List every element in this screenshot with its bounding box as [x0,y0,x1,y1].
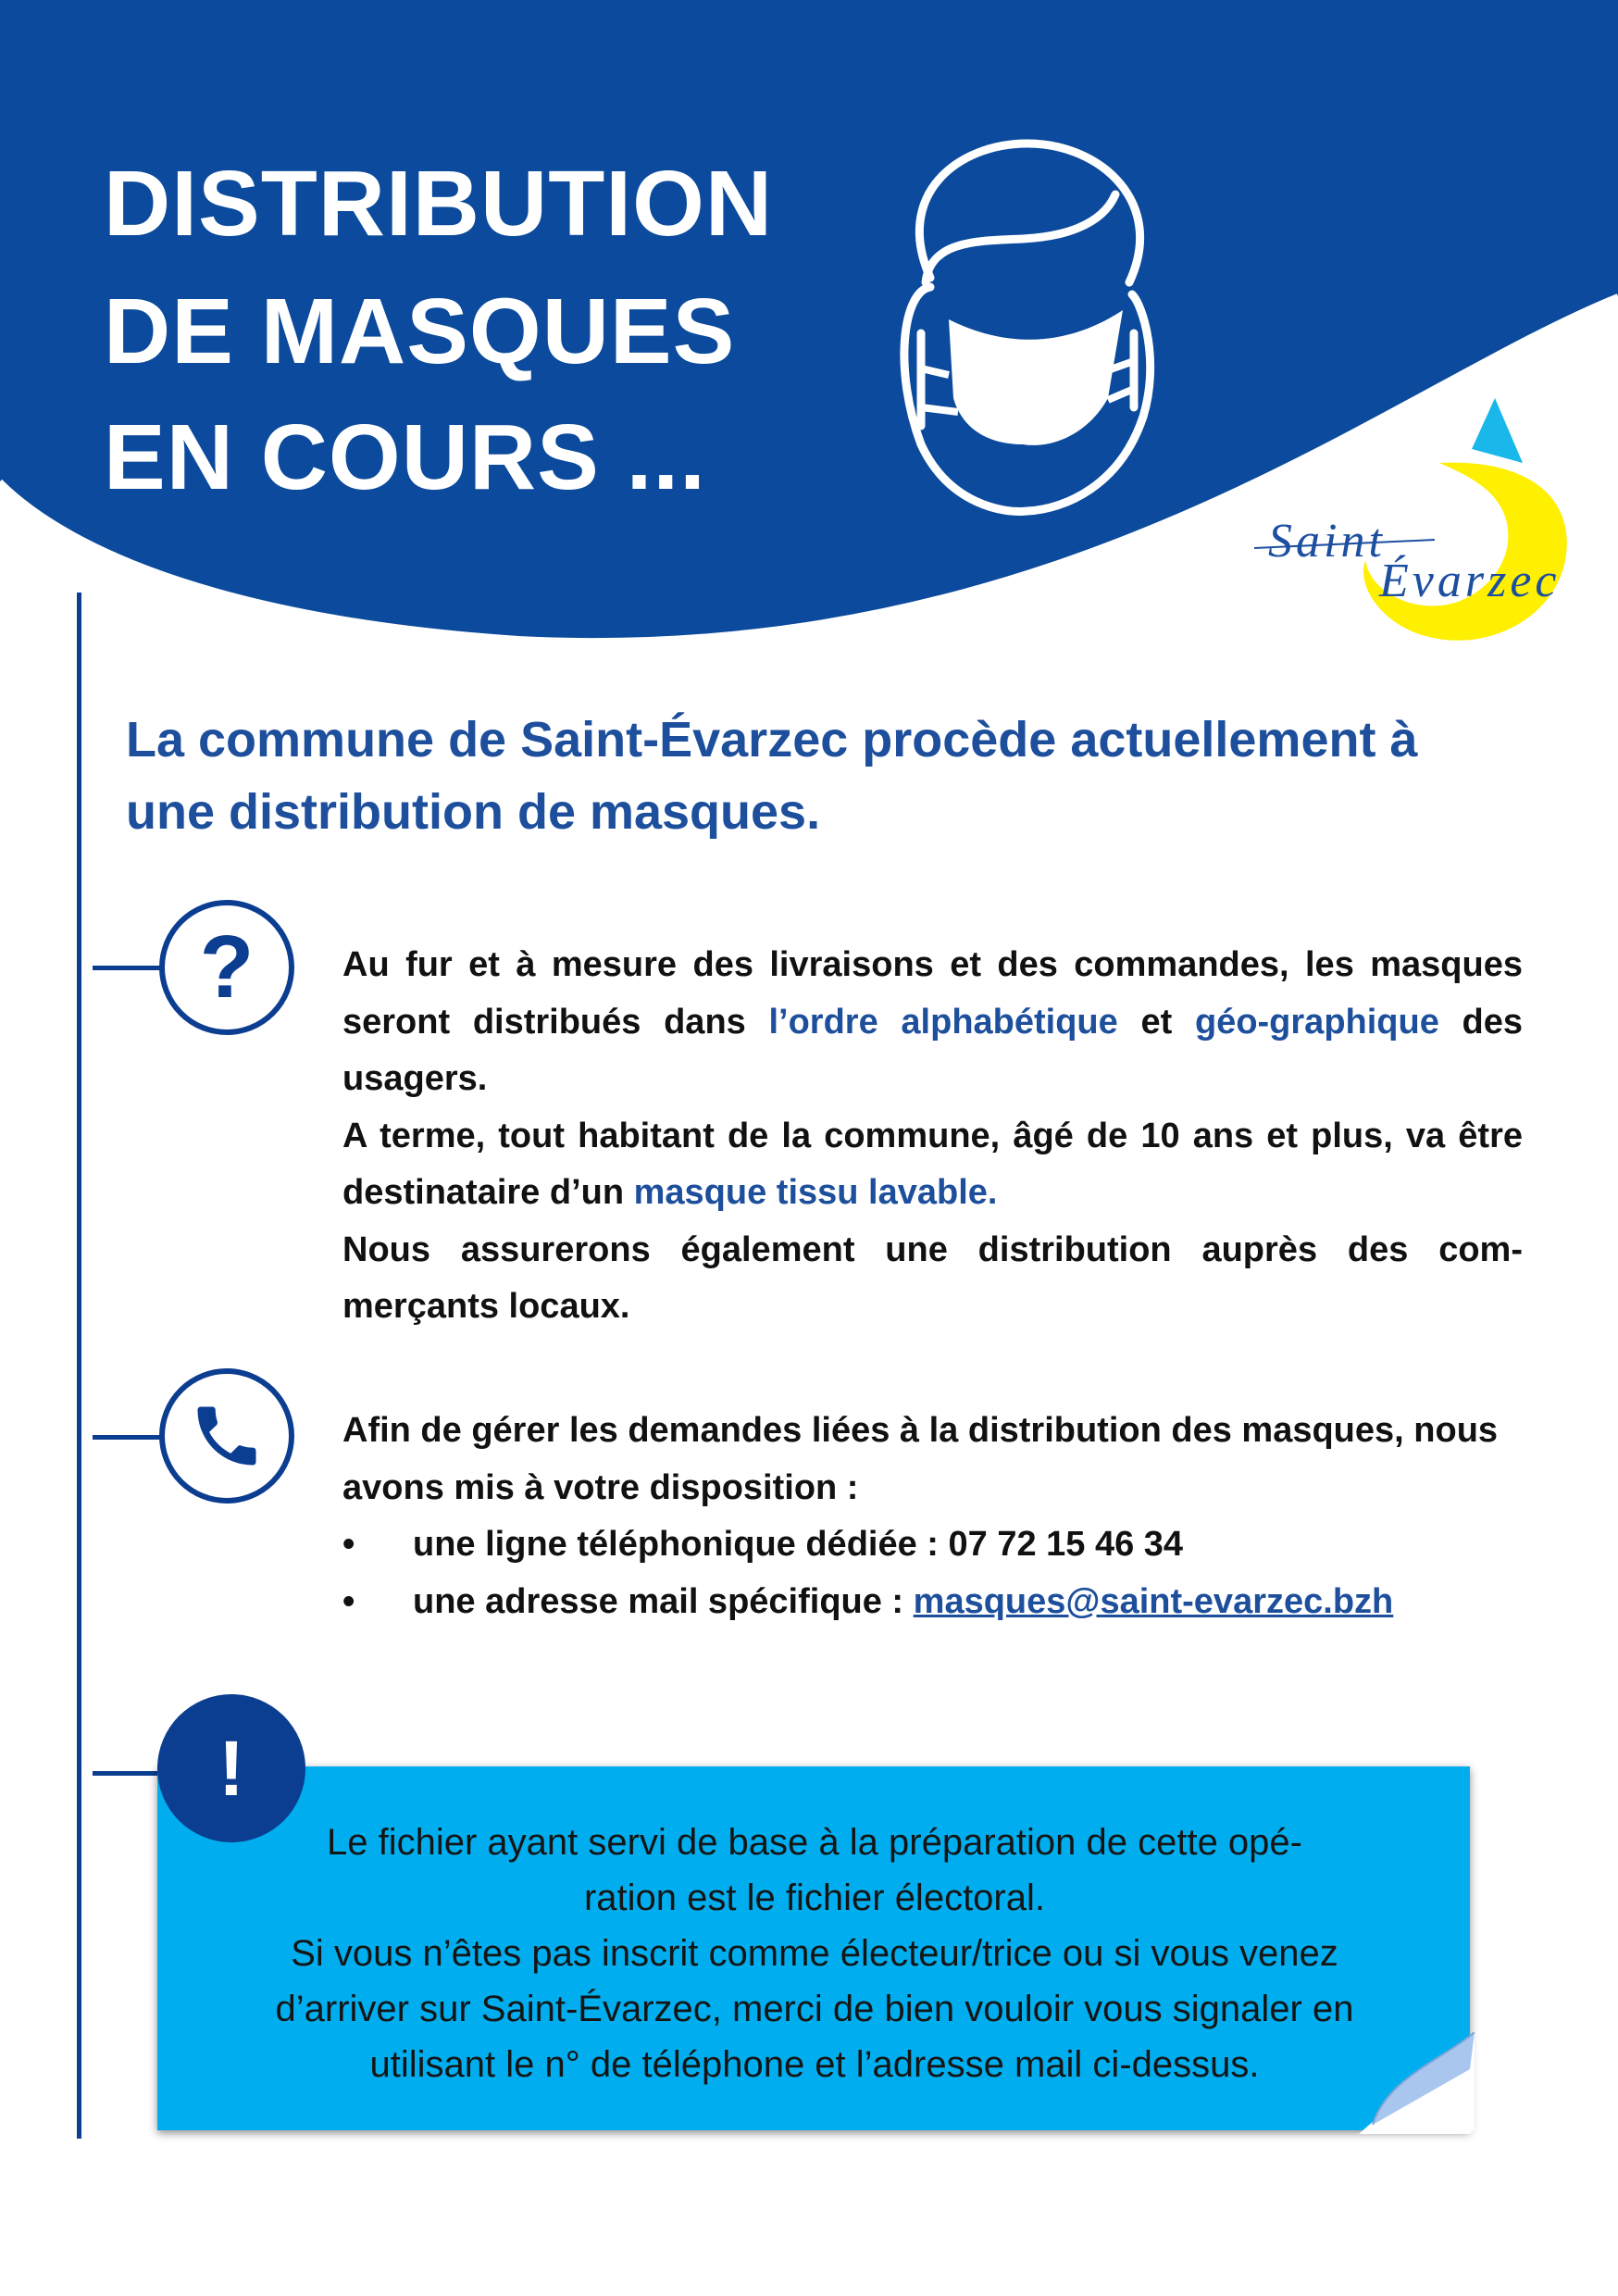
notice-line-5: utilisant le n° de téléphone et l’adresse mail ci-dessus. [369,2044,1260,2085]
p2-highlight-mask: masque tissu lavable. [633,1173,998,1213]
title-line-1: DISTRIBUTION [104,152,774,256]
question-circle [159,900,294,1035]
email-link[interactable]: masques@saint-evarzec.bzh [913,1582,1394,1621]
exclamation-icon: ! [218,1724,244,1812]
face-mask-icon [865,130,1180,518]
connector-3 [93,1771,167,1776]
distribution-paragraph [342,937,1523,1336]
notice-text [176,1815,1453,2092]
bullet-dot: • [342,1525,355,1564]
phone-icon [188,1397,266,1475]
notice-line-4: d’arriver sur Saint-Évarzec, merci de bien vouloir vous signaler en [275,1989,1354,2029]
phone-line-text: une ligne téléphonique dédiée : 07 72 15 46 34 [413,1525,1184,1564]
title-line-2: DE MASQUES [104,280,736,383]
notice-line-1: Le fichier ayant servi de base à la préparation de cette opé- [327,1822,1302,1863]
intro-line-2: une distribution de masques. [126,784,821,841]
p3-text: Nous assurerons également une distribution auprès des com-merçants locaux. [342,1229,1523,1327]
intro-heading [126,704,1533,849]
p1-text-3: des usagers. [342,1002,1524,1099]
contact-intro: Afin de gérer les demandes liées à la distribution des masques, nous avons mis à votre disposition : [342,1411,1499,1507]
bullet-dot: • [342,1582,355,1621]
bullet-phone [342,1525,1183,1565]
p1-highlight-order: l’ordre alphabétique [768,1002,1118,1042]
timeline-line [77,593,81,2139]
notice-line-2: ration est le fichier électoral. [583,1878,1045,1918]
p1-text-2: et [1117,1002,1195,1042]
bullet-email [342,1582,1393,1622]
notice-line-3: Si vous n’êtes pas inscrit comme électeur/trice ou si vous venez [291,1933,1338,1974]
email-label: une adresse mail spécifique : [413,1582,914,1621]
p2-text: A terme, tout habitant de la commune, âgé de 10 ans et plus, va être destinataire d’un [342,1116,1523,1213]
p1-highlight-geo: géo-graphique [1194,1002,1439,1042]
page-curl-decoration [1359,2032,1475,2134]
logo-text-evarzec: Évarzec [1379,555,1561,607]
connector-1 [93,966,167,970]
title-line-3: EN COURS ... [104,406,706,509]
logo-text-saint: Saint [1268,515,1386,568]
connector-2 [93,1435,167,1440]
intro-line-1: La commune de Saint-Évarzec procède actuellement à [126,712,1418,767]
phone-circle [159,1368,294,1504]
question-mark-icon: ? [199,917,255,1017]
p1-text-1: Au fur et à mesure des livraisons et des commandes, les masques seront distribués dans [342,945,1523,1042]
